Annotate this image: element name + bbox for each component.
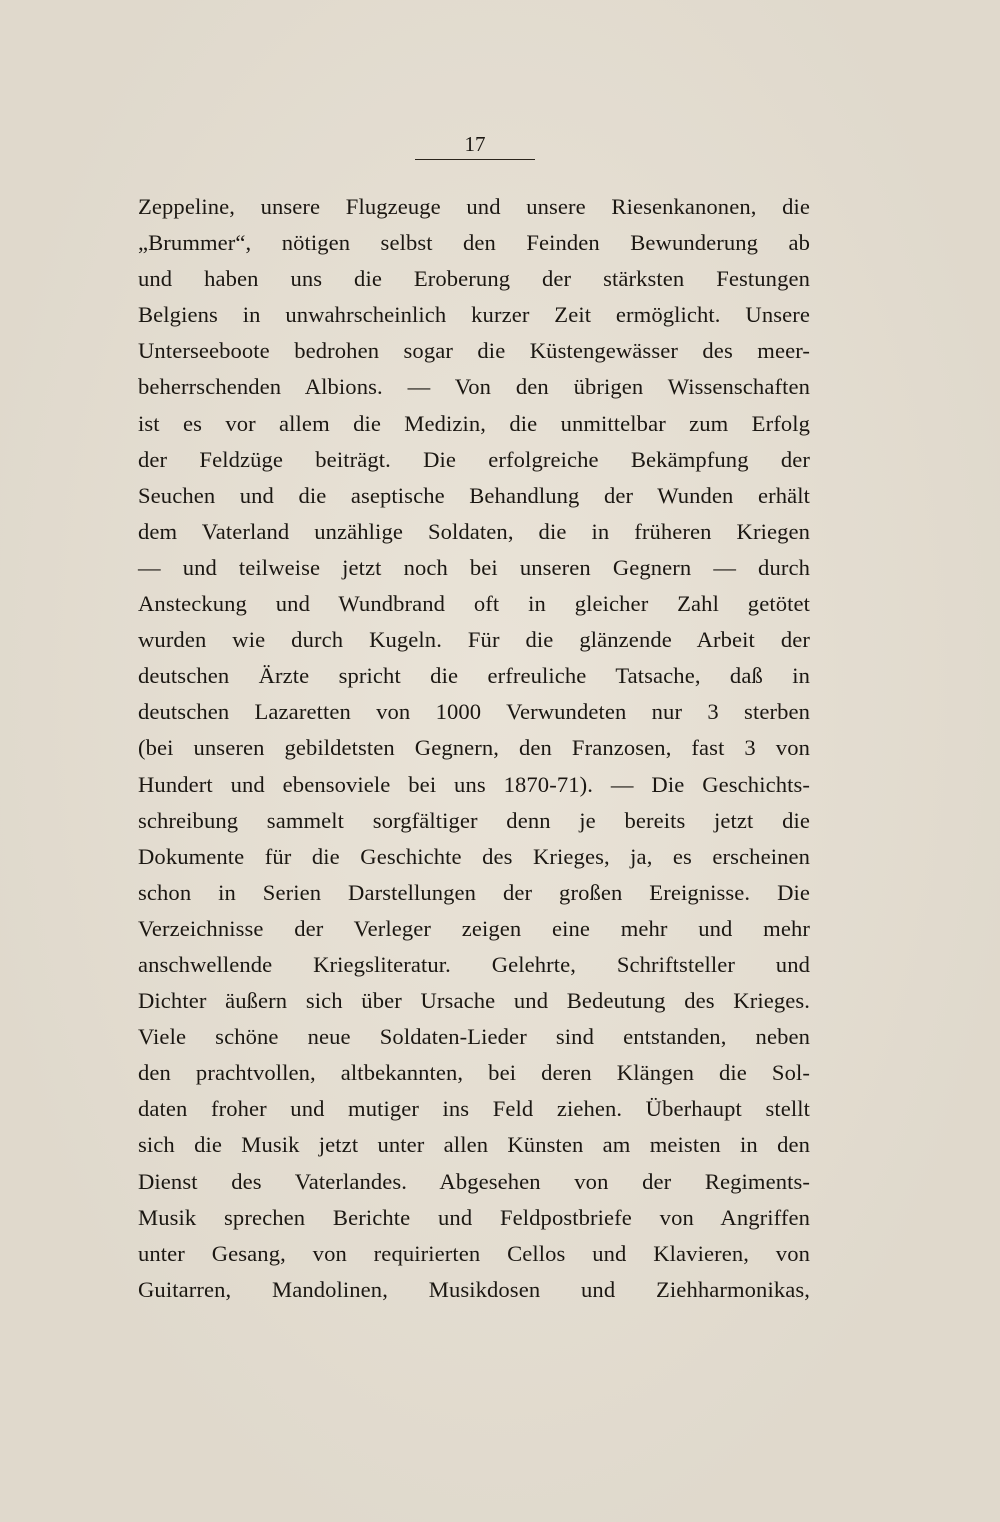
text-line: Hundert und ebensoviele bei uns 1870-71). — Die Geschichts- xyxy=(138,771,810,797)
page-number: 17 xyxy=(464,132,486,156)
text-line: Zeppeline, unsere Flugzeuge und unsere Riesenkanonen, die xyxy=(138,194,810,219)
text-line: deutschen Ärzte spricht die erfreuliche Tatsache, daß in xyxy=(138,663,810,689)
text-line: deutschen Lazaretten von 1000 Verwundeten nur 3 sterben xyxy=(138,699,810,725)
text-line: Seuchen und die aseptische Behandlung der Wunden erhält xyxy=(138,482,810,508)
text-line: Dienst des Vaterlandes. Abgesehen von der Regiments- xyxy=(138,1168,810,1194)
text-line: Musik sprechen Berichte und Feldpostbriefe von Angriffen xyxy=(138,1204,810,1230)
text-line: Guitarren, Mandolinen, Musikdosen und Ziehharmonikas, xyxy=(138,1276,810,1302)
text-line: Belgiens in unwahrscheinlich kurzer Zeit ermöglicht. Unsere xyxy=(138,302,810,328)
text-line: beherrschenden Albions. — Von den übrigen Wissenschaften xyxy=(138,374,810,400)
text-line: Dokumente für die Geschichte des Krieges, ja, es erscheinen xyxy=(138,843,810,869)
text-line: „Brummer“, nötigen selbst den Feinden Bewunderung ab xyxy=(138,230,810,256)
text-line: sich die Musik jetzt unter allen Künsten am meisten in den xyxy=(138,1132,810,1158)
text-line: schreibung sammelt sorgfältiger denn je bereits jetzt die xyxy=(138,807,810,833)
text-line: — und teilweise jetzt noch bei unseren Gegnern — durch xyxy=(138,554,810,580)
text-line: den prachtvollen, altbekannten, bei deren Klängen die Sol- xyxy=(138,1060,810,1086)
text-line: Verzeichnisse der Verleger zeigen eine mehr und mehr xyxy=(138,915,810,941)
text-line: unter Gesang, von requirierten Cellos und Klavieren, von xyxy=(138,1240,810,1266)
text-line: der Feldzüge beiträgt. Die erfolgreiche Bekämpfung der xyxy=(138,446,810,472)
text-line: Viele schöne neue Soldaten-Lieder sind entstanden, neben xyxy=(138,1024,810,1050)
text-line: Unterseeboote bedrohen sogar die Küstengewässer des meer- xyxy=(138,338,810,364)
text-line: anschwellende Kriegsliteratur. Gelehrte, Schriftsteller und xyxy=(138,951,810,977)
text-line: ist es vor allem die Medizin, die unmittelbar zum Erfolg xyxy=(138,410,810,436)
text-line: dem Vaterland unzählige Soldaten, die in früheren Kriegen xyxy=(138,518,810,544)
text-line: (bei unseren gebildetsten Gegnern, den Franzosen, fast 3 von xyxy=(138,735,810,761)
text-line: schon in Serien Darstellungen der großen Ereignisse. Die xyxy=(138,879,810,905)
page-number-rule xyxy=(415,159,535,160)
body-text xyxy=(138,189,810,1308)
text-line: und haben uns die Eroberung der stärksten Festungen xyxy=(138,266,810,292)
text-line: Dichter äußern sich über Ursache und Bedeutung des Krieges. xyxy=(138,988,810,1014)
text-line: wurden wie durch Kugeln. Für die glänzende Arbeit der xyxy=(138,627,810,653)
text-line: Ansteckung und Wundbrand oft in gleicher Zahl getötet xyxy=(138,591,810,617)
text-line: daten froher und mutiger ins Feld ziehen. Überhaupt stellt xyxy=(138,1096,810,1122)
